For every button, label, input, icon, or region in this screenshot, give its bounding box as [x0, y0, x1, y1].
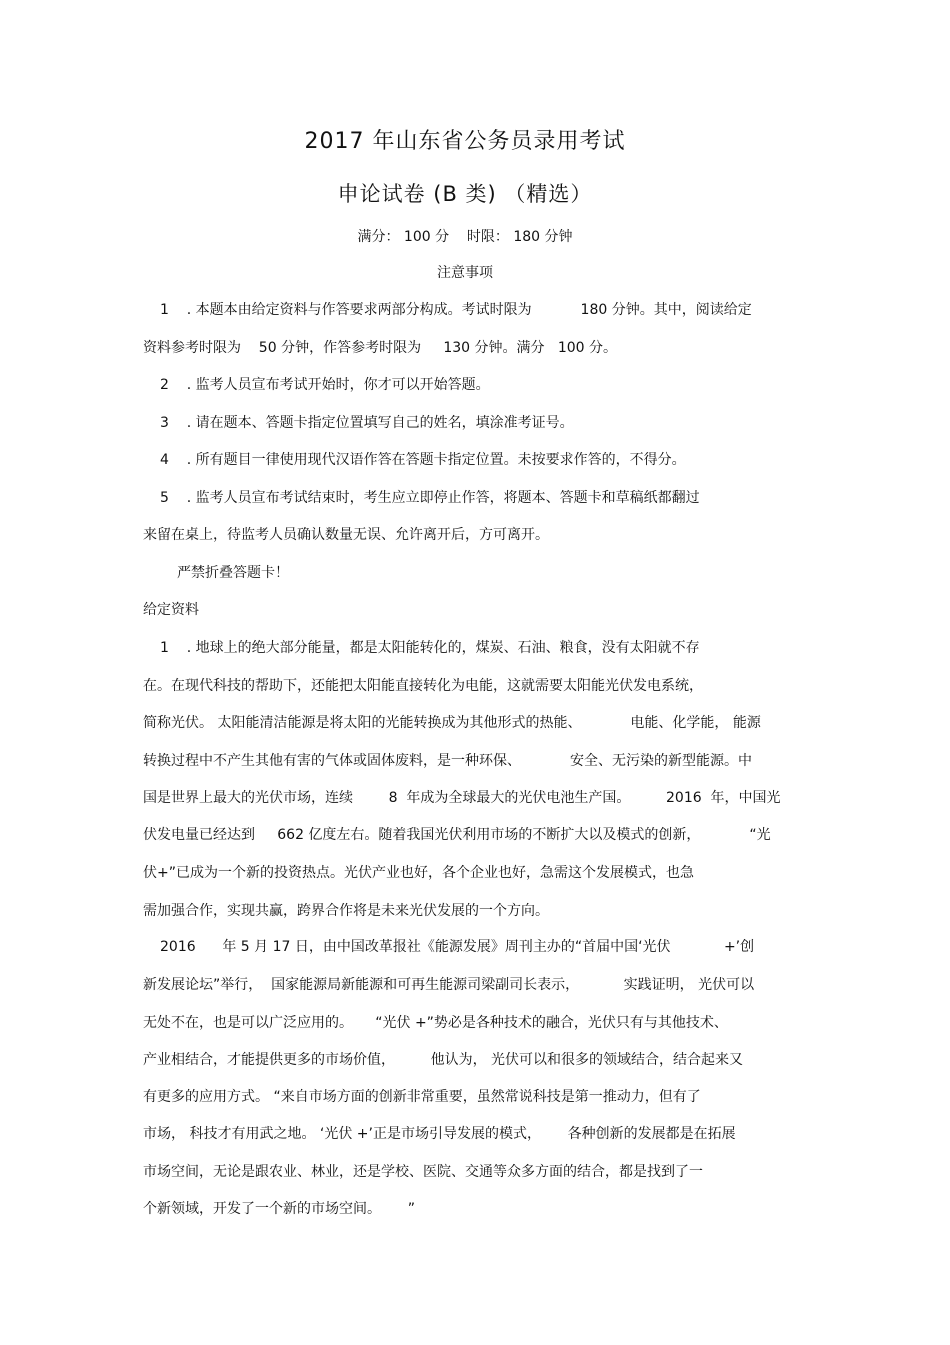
material-paragraph-line: 新发展论坛”举行， 国家能源局新能源和可再生能源司梁副司长表示， 实践证明， 光伏可以 — [143, 977, 755, 993]
notice-item-1: 1 . 本题本由给定资料与作答要求两部分构成。考试时限为 180 分钟。其中，阅读给定 — [160, 302, 752, 318]
material-paragraph-line: 在。在现代科技的帮助下，还能把太阳能直接转化为电能，这就需要太阳能光伏发电系统， — [143, 678, 703, 694]
notice-heading: 注意事项 — [437, 265, 493, 281]
material-paragraph-line: 简称光伏。 太阳能清洁能源是将太阳的光能转换成为其他形式的热能、 电能、化学能， 能源 — [143, 715, 761, 731]
material-paragraph-line: 国是世界上最大的光伏市场，连续 8 年成为全球最大的光伏电池生产国。 2016 年，中国光 — [143, 790, 781, 806]
exam-title: 2017 年山东省公务员录用考试 — [304, 129, 626, 154]
material-paragraph-line: 个新领域，开发了一个新的市场空间。 ” — [143, 1201, 415, 1217]
warning-text: 严禁折叠答题卡！ — [177, 565, 289, 581]
material-paragraph-line: 转换过程中不产生其他有害的气体或固体废料，是一种环保、 安全、无污染的新型能源。中 — [143, 753, 752, 769]
notice-item-5-cont: 来留在桌上，待监考人员确认数量无误、允许离开后，方可离开。 — [143, 527, 549, 543]
material-paragraph-line: 2016 年 5 月 17 日，由中国改革报社《能源发展》周刊主办的“首届中国‘光伏 +’创 — [160, 939, 755, 955]
material-paragraph-line: 有更多的应用方式。 “来自市场方面的创新非常重要，虽然常说科技是第一推动力，但有了 — [143, 1089, 701, 1105]
material-paragraph-line: 需加强合作，实现共赢，跨界合作将是未来光伏发展的一个方向。 — [143, 903, 549, 919]
score-time-info: 满分： 100 分 时限： 180 分钟 — [357, 229, 573, 245]
notice-item-2: 2 . 监考人员宣布考试开始时，你才可以开始答题。 — [160, 377, 490, 393]
notice-item-1-cont: 资料参考时限为 50 分钟，作答参考时限为 130 分钟。满分 100 分。 — [143, 340, 618, 356]
exam-subtitle: 申论试卷 (B 类) （精选） — [337, 182, 593, 206]
material-paragraph-line: 伏发电量已经达到 662 亿度左右。随着我国光伏利用市场的不断扩大以及模式的创新， “光 — [143, 827, 771, 843]
notice-item-4: 4 . 所有题目一律使用现代汉语作答在答题卡指定位置。未按要求作答的，不得分。 — [160, 452, 686, 468]
material-paragraph-line: 产业相结合，才能提供更多的市场价值， 他认为， 光伏可以和很多的领域结合，结合起来又 — [143, 1052, 744, 1068]
material-paragraph-line: 无处不在，也是可以广泛应用的。 “光伏 +”势必是各种技术的融合，光伏只有与其他技术、 — [143, 1015, 728, 1031]
material-paragraph-line: 市场空间，无论是跟农业、林业，还是学校、医院、交通等众多方面的结合，都是找到了一 — [143, 1164, 703, 1180]
material-paragraph-line: 1 . 地球上的绝大部分能量，都是太阳能转化的，煤炭、石油、粮食，没有太阳就不存 — [160, 640, 700, 656]
notice-item-3: 3 . 请在题本、答题卡指定位置填写自己的姓名，填涂准考证号。 — [160, 415, 574, 431]
material-paragraph-line: 市场， 科技才有用武之地。 ‘光伏 +’正是市场引导发展的模式， 各种创新的发展都是在拓展 — [143, 1126, 736, 1142]
material-paragraph-line: 伏+”已成为一个新的投资热点。光伏产业也好，各个企业也好，急需这个发展模式，也急 — [143, 865, 694, 881]
material-heading: 给定资料 — [143, 602, 199, 618]
notice-item-5: 5 . 监考人员宣布考试结束时，考生应立即停止作答，将题本、答题卡和草稿纸都翻过 — [160, 490, 700, 506]
